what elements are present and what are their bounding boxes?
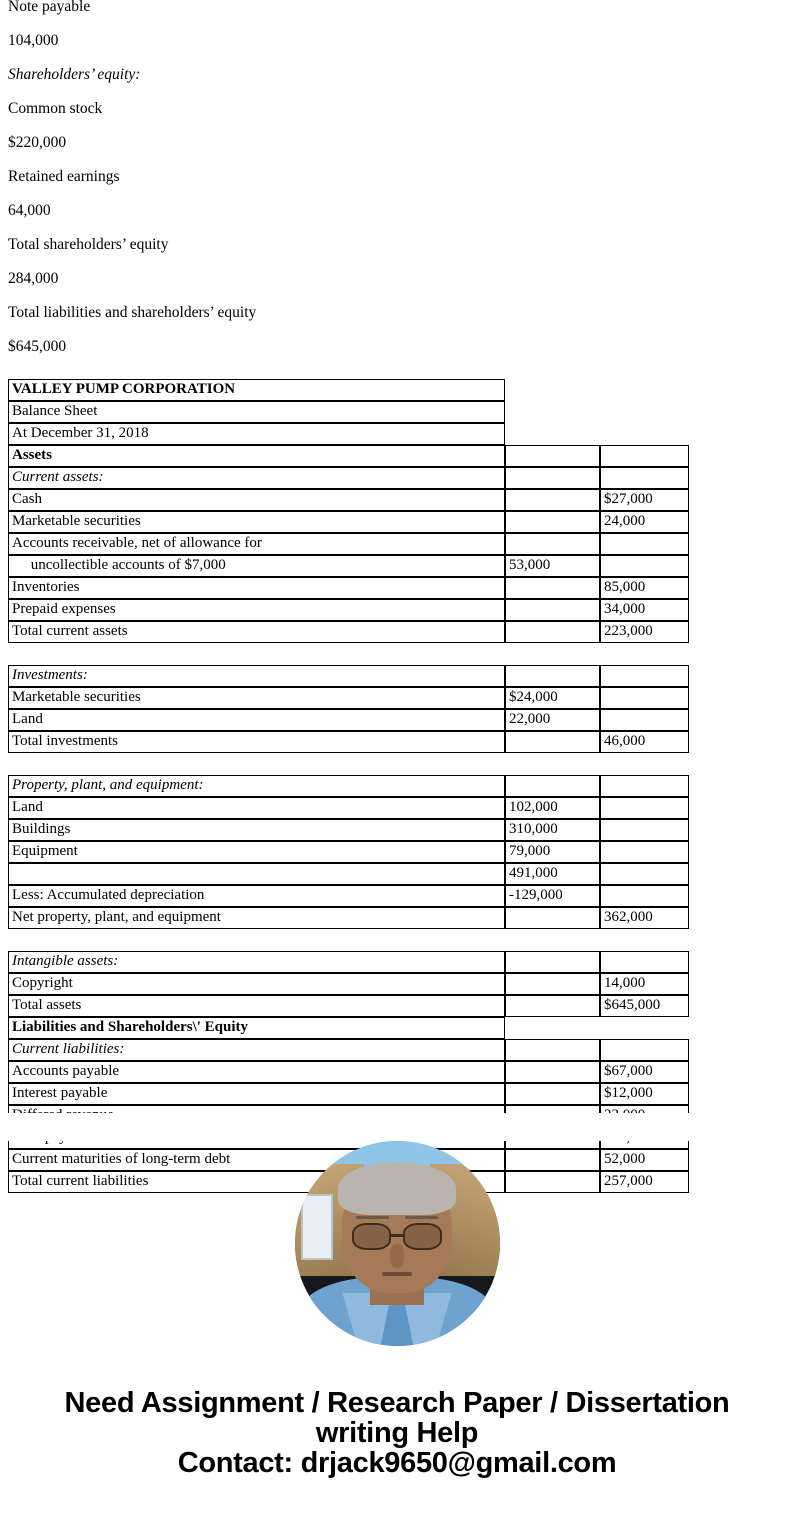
table-row bbox=[8, 1083, 689, 1105]
row-value-primary bbox=[505, 731, 600, 753]
row-value-primary bbox=[505, 423, 600, 445]
avatar bbox=[295, 1141, 500, 1346]
row-value-secondary bbox=[600, 467, 689, 489]
row-value-secondary bbox=[600, 423, 689, 445]
photo-wall-frame bbox=[301, 1194, 334, 1260]
photo-eyeglass-right bbox=[403, 1223, 442, 1250]
row-value-secondary bbox=[600, 379, 689, 401]
row-value-secondary: 362,000 bbox=[600, 907, 689, 929]
row-label bbox=[8, 863, 505, 885]
row-label: Property, plant, and equipment: bbox=[8, 775, 505, 797]
row-value-secondary: 24,000 bbox=[600, 511, 689, 533]
table-row bbox=[8, 621, 689, 643]
row-label: Assets bbox=[8, 445, 505, 467]
table-row bbox=[8, 841, 689, 863]
row-label: Inventories bbox=[8, 577, 505, 599]
row-value-secondary bbox=[600, 863, 689, 885]
spacer-cell bbox=[8, 643, 689, 665]
row-value-secondary: $67,000 bbox=[600, 1061, 689, 1083]
row-value-primary bbox=[505, 1017, 600, 1039]
row-value-secondary: $12,000 bbox=[600, 1083, 689, 1105]
text-line: Total liabilities and shareholders’ equity bbox=[8, 304, 257, 321]
photo-eyebrow-right bbox=[405, 1216, 438, 1219]
table-row bbox=[8, 467, 689, 489]
row-value-secondary bbox=[600, 797, 689, 819]
row-value-secondary bbox=[600, 841, 689, 863]
table-row bbox=[8, 445, 689, 467]
row-value-secondary bbox=[600, 819, 689, 841]
row-value-secondary: 46,000 bbox=[600, 731, 689, 753]
text-line: Retained earnings bbox=[8, 168, 120, 185]
row-label: At December 31, 2018 bbox=[8, 423, 505, 445]
promo-block bbox=[0, 1388, 794, 1478]
table-row bbox=[8, 951, 689, 973]
row-value-primary: -129,000 bbox=[505, 885, 600, 907]
row-label: uncollectible accounts of $7,000 bbox=[8, 555, 505, 577]
photo-nose bbox=[390, 1244, 404, 1269]
table-row bbox=[8, 885, 689, 907]
table-row bbox=[8, 599, 689, 621]
row-value-secondary bbox=[600, 555, 689, 577]
row-value-primary bbox=[505, 621, 600, 643]
row-value-secondary: 85,000 bbox=[600, 577, 689, 599]
row-label: Net property, plant, and equipment bbox=[8, 907, 505, 929]
photo-eyeglass-left bbox=[352, 1223, 391, 1250]
row-value-secondary bbox=[600, 885, 689, 907]
row-value-primary bbox=[505, 907, 600, 929]
row-label: VALLEY PUMP CORPORATION bbox=[8, 379, 505, 401]
row-value-secondary bbox=[600, 665, 689, 687]
row-value-secondary bbox=[600, 687, 689, 709]
row-label: Liabilities and Shareholders\' Equity bbox=[8, 1017, 505, 1039]
promo-line-1: Need Assignment / Research Paper / Dissertation bbox=[64, 1387, 730, 1419]
row-label: Investments: bbox=[8, 665, 505, 687]
row-label: Current assets: bbox=[8, 467, 505, 489]
row-label: Current maturities of long-term debt bbox=[8, 1149, 505, 1171]
row-value-secondary bbox=[600, 775, 689, 797]
row-label: Total assets bbox=[8, 995, 505, 1017]
balance-sheet-table-wrapper bbox=[8, 379, 689, 1193]
row-value-primary bbox=[505, 489, 600, 511]
row-label: Interest payable bbox=[8, 1083, 505, 1105]
text-line: Note payable bbox=[8, 0, 91, 15]
table-row bbox=[8, 511, 689, 533]
row-label: Land bbox=[8, 797, 505, 819]
row-label: Total investments bbox=[8, 731, 505, 753]
table-row bbox=[8, 973, 689, 995]
row-value-secondary bbox=[600, 709, 689, 731]
row-label: Accounts receivable, net of allowance for bbox=[8, 533, 505, 555]
row-value-secondary: 223,000 bbox=[600, 621, 689, 643]
table-clip-band bbox=[0, 1113, 794, 1141]
table-row bbox=[8, 995, 689, 1017]
row-value-primary bbox=[505, 1083, 600, 1105]
table-row bbox=[8, 819, 689, 841]
text-line: 64,000 bbox=[8, 202, 51, 219]
row-label: Total current assets bbox=[8, 621, 505, 643]
table-row bbox=[8, 401, 689, 423]
row-label: Less: Accumulated depreciation bbox=[8, 885, 505, 907]
row-label: Total current liabilities bbox=[8, 1171, 505, 1193]
row-value-primary bbox=[505, 379, 600, 401]
avatar-zone bbox=[0, 1141, 794, 1351]
row-value-secondary: 14,000 bbox=[600, 973, 689, 995]
table-section-spacer bbox=[8, 753, 689, 775]
row-value-secondary: 34,000 bbox=[600, 599, 689, 621]
row-value-primary: 102,000 bbox=[505, 797, 600, 819]
table-row bbox=[8, 907, 689, 929]
table-row bbox=[8, 577, 689, 599]
table-row bbox=[8, 665, 689, 687]
row-value-secondary bbox=[600, 401, 689, 423]
row-value-secondary: 52,000 bbox=[600, 1149, 689, 1171]
row-value-primary bbox=[505, 775, 600, 797]
row-value-primary: 310,000 bbox=[505, 819, 600, 841]
row-label: Marketable securities bbox=[8, 511, 505, 533]
table-row bbox=[8, 687, 689, 709]
text-line: $645,000 bbox=[8, 338, 67, 355]
table-row bbox=[8, 863, 689, 885]
row-value-primary: 53,000 bbox=[505, 555, 600, 577]
row-label: Accounts payable bbox=[8, 1061, 505, 1083]
row-value-secondary bbox=[600, 533, 689, 555]
row-value-primary: $24,000 bbox=[505, 687, 600, 709]
text-line: $220,000 bbox=[8, 134, 67, 151]
table-row bbox=[8, 533, 689, 555]
row-value-secondary bbox=[600, 445, 689, 467]
row-value-secondary: $27,000 bbox=[600, 489, 689, 511]
table-section-spacer bbox=[8, 929, 689, 951]
row-label: Current liabilities: bbox=[8, 1039, 505, 1061]
row-value-primary bbox=[505, 1061, 600, 1083]
row-label: Intangible assets: bbox=[8, 951, 505, 973]
text-line: Total shareholders’ equity bbox=[8, 236, 169, 253]
promo-contact: Contact: drjack9650@gmail.com bbox=[177, 1447, 617, 1479]
row-label: Balance Sheet bbox=[8, 401, 505, 423]
table-row bbox=[8, 775, 689, 797]
row-value-primary bbox=[505, 533, 600, 555]
promo-line-2: writing Help bbox=[315, 1417, 479, 1449]
row-value-primary bbox=[505, 401, 600, 423]
text-line: Common stock bbox=[8, 100, 103, 117]
table-row bbox=[8, 1039, 689, 1061]
table-row bbox=[8, 489, 689, 511]
row-value-primary: 79,000 bbox=[505, 841, 600, 863]
row-value-primary bbox=[505, 995, 600, 1017]
row-value-secondary: 257,000 bbox=[600, 1171, 689, 1193]
row-value-secondary bbox=[600, 1039, 689, 1061]
row-value-primary bbox=[505, 951, 600, 973]
row-value-secondary bbox=[600, 1017, 689, 1039]
text-line: 284,000 bbox=[8, 270, 59, 287]
row-value-primary bbox=[505, 467, 600, 489]
table-row bbox=[8, 423, 689, 445]
row-label: Prepaid expenses bbox=[8, 599, 505, 621]
photo-eyebrow-left bbox=[356, 1216, 389, 1219]
table-row bbox=[8, 379, 689, 401]
row-label: Marketable securities bbox=[8, 687, 505, 709]
row-value-primary bbox=[505, 577, 600, 599]
spacer-cell bbox=[8, 929, 689, 951]
row-value-primary bbox=[505, 1039, 600, 1061]
table-row bbox=[8, 731, 689, 753]
row-value-primary: 491,000 bbox=[505, 863, 600, 885]
table-row bbox=[8, 1017, 689, 1039]
row-label: Copyright bbox=[8, 973, 505, 995]
row-label: Equipment bbox=[8, 841, 505, 863]
row-value-secondary bbox=[600, 951, 689, 973]
table-section-spacer bbox=[8, 643, 689, 665]
spacer-cell bbox=[8, 753, 689, 775]
row-value-primary bbox=[505, 445, 600, 467]
row-value-primary bbox=[505, 599, 600, 621]
row-value-primary bbox=[505, 511, 600, 533]
photo-hair bbox=[338, 1162, 457, 1215]
balance-sheet-table bbox=[8, 379, 689, 1193]
text-line: 104,000 bbox=[8, 32, 59, 49]
photo-mouth bbox=[382, 1272, 413, 1276]
row-label: Land bbox=[8, 709, 505, 731]
row-value-primary bbox=[505, 665, 600, 687]
table-row bbox=[8, 709, 689, 731]
row-label: Cash bbox=[8, 489, 505, 511]
row-value-primary: 22,000 bbox=[505, 709, 600, 731]
row-value-secondary: $645,000 bbox=[600, 995, 689, 1017]
photo-eyeglass-bridge bbox=[391, 1234, 403, 1237]
table-row bbox=[8, 797, 689, 819]
row-value-primary bbox=[505, 973, 600, 995]
table-row bbox=[8, 555, 689, 577]
table-row bbox=[8, 1061, 689, 1083]
text-line: Shareholders’ equity: bbox=[8, 66, 141, 83]
balance-sheet-text-flow bbox=[0, 0, 794, 364]
row-label: Buildings bbox=[8, 819, 505, 841]
